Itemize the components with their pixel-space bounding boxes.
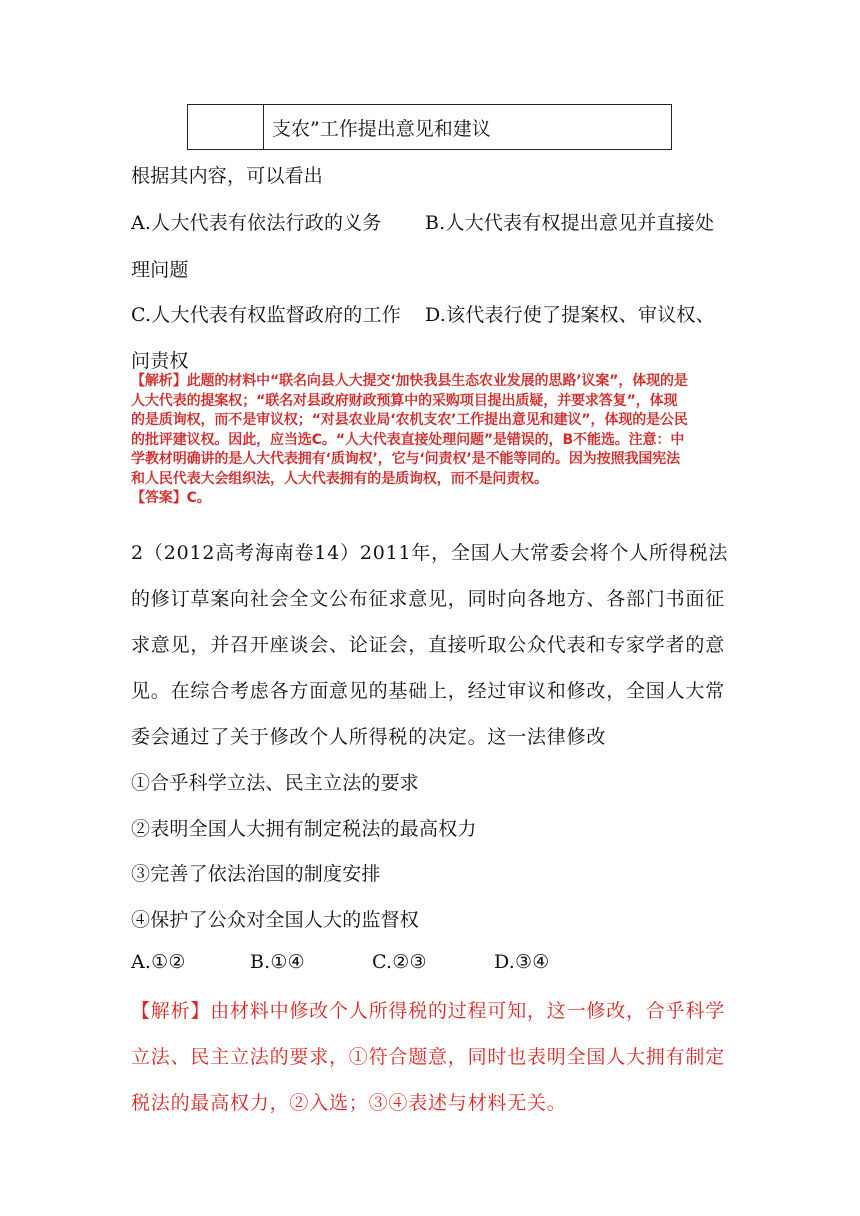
q2-analysis-line: 【解析】由材料中修改个人所得税的过程可知，这一修改，合乎科学: [131, 1000, 726, 1022]
q1-option-b-continued: 理问题: [131, 259, 189, 281]
table-cell-empty: [188, 105, 264, 149]
q1-analysis-line: 的批评建议权。因此，应当选C。“人大代表直接处理问题”是错误的，B不能选。注意：中: [131, 431, 685, 448]
q2-option-a: A.①②: [131, 951, 186, 973]
q2-stem-line: 的修订草案向社会全文公布征求意见，同时向各地方、各部门书面征: [131, 588, 726, 610]
table-cell-text: 支农”工作提出意见和建议: [272, 117, 491, 140]
q2-stem-line: 求意见，并召开座谈会、论证会，直接听取公众代表和专家学者的意: [131, 634, 726, 656]
q2-option-d: D.③④: [494, 951, 550, 973]
q1-analysis: [131, 372, 731, 509]
q1-stem-tail: 根据其内容，可以看出: [131, 165, 324, 187]
q1-option-d-continued: 问责权: [131, 350, 189, 372]
q2-item-1: ①合乎科学立法、民主立法的要求: [131, 772, 420, 794]
q2-stem-line: 委会通过了关于修改个人所得税的决定。这一法律修改: [131, 726, 607, 748]
q1-option-a: A.人大代表有依法行政的义务: [131, 212, 382, 234]
q2-stem-line: 2（2012高考海南卷14）2011年，全国人大常委会将个人所得税法: [131, 542, 729, 564]
q2-item-3: ③完善了依法治国的制度安排: [131, 863, 381, 885]
q1-analysis-line: 学教材明确讲的是人大代表拥有‘质询权’，它与‘问责权’是不能等同的。因为按照我国宪法: [131, 451, 681, 467]
q1-option-b: B.人大代表有权提出意见并直接处: [425, 212, 715, 234]
q2-item-4: ④保护了公众对全国人大的监督权: [131, 909, 420, 931]
q1-analysis-line: 和人民代表大会组织法，人大代表拥有的是质询权，而不是问责权。: [131, 470, 548, 487]
q2-analysis-line: 税法的最高权力，②入选；③④表述与材料无关。: [131, 1092, 567, 1114]
q1-option-d: D.该代表行使了提案权、审议权、: [425, 304, 715, 326]
q2-item-2: ②表明全国人大拥有制定税法的最高权力: [131, 818, 477, 840]
q1-analysis-line: 【解析】此题的材料中“联名向县人大提交‘加快我县生态农业发展的思路’议案”，体现的是: [131, 373, 688, 389]
q2-option-b: B.①④: [250, 951, 305, 973]
q2-analysis-line: 立法、民主立法的要求，①符合题意，同时也表明全国人大拥有制定: [131, 1046, 726, 1068]
q1-analysis-line: 的是质询权，而不是审议权；“对县农业局‘农机支农’工作提出意见和建议”，体现的是公民: [131, 412, 688, 428]
q2-stem-line: 见。在综合考虑各方面意见的基础上，经过审议和修改，全国人大常: [131, 680, 726, 702]
q2-option-c: C.②③: [372, 951, 427, 973]
q1-analysis-line: 人大代表的提案权；“联名对县政府财政预算中的采购项目提出质疑，并要求答复”，体现: [131, 392, 678, 409]
q1-answer: 【答案】C。: [131, 490, 211, 506]
table-fragment: [187, 104, 672, 150]
q1-option-c: C.人大代表有权监督政府的工作: [131, 304, 401, 326]
